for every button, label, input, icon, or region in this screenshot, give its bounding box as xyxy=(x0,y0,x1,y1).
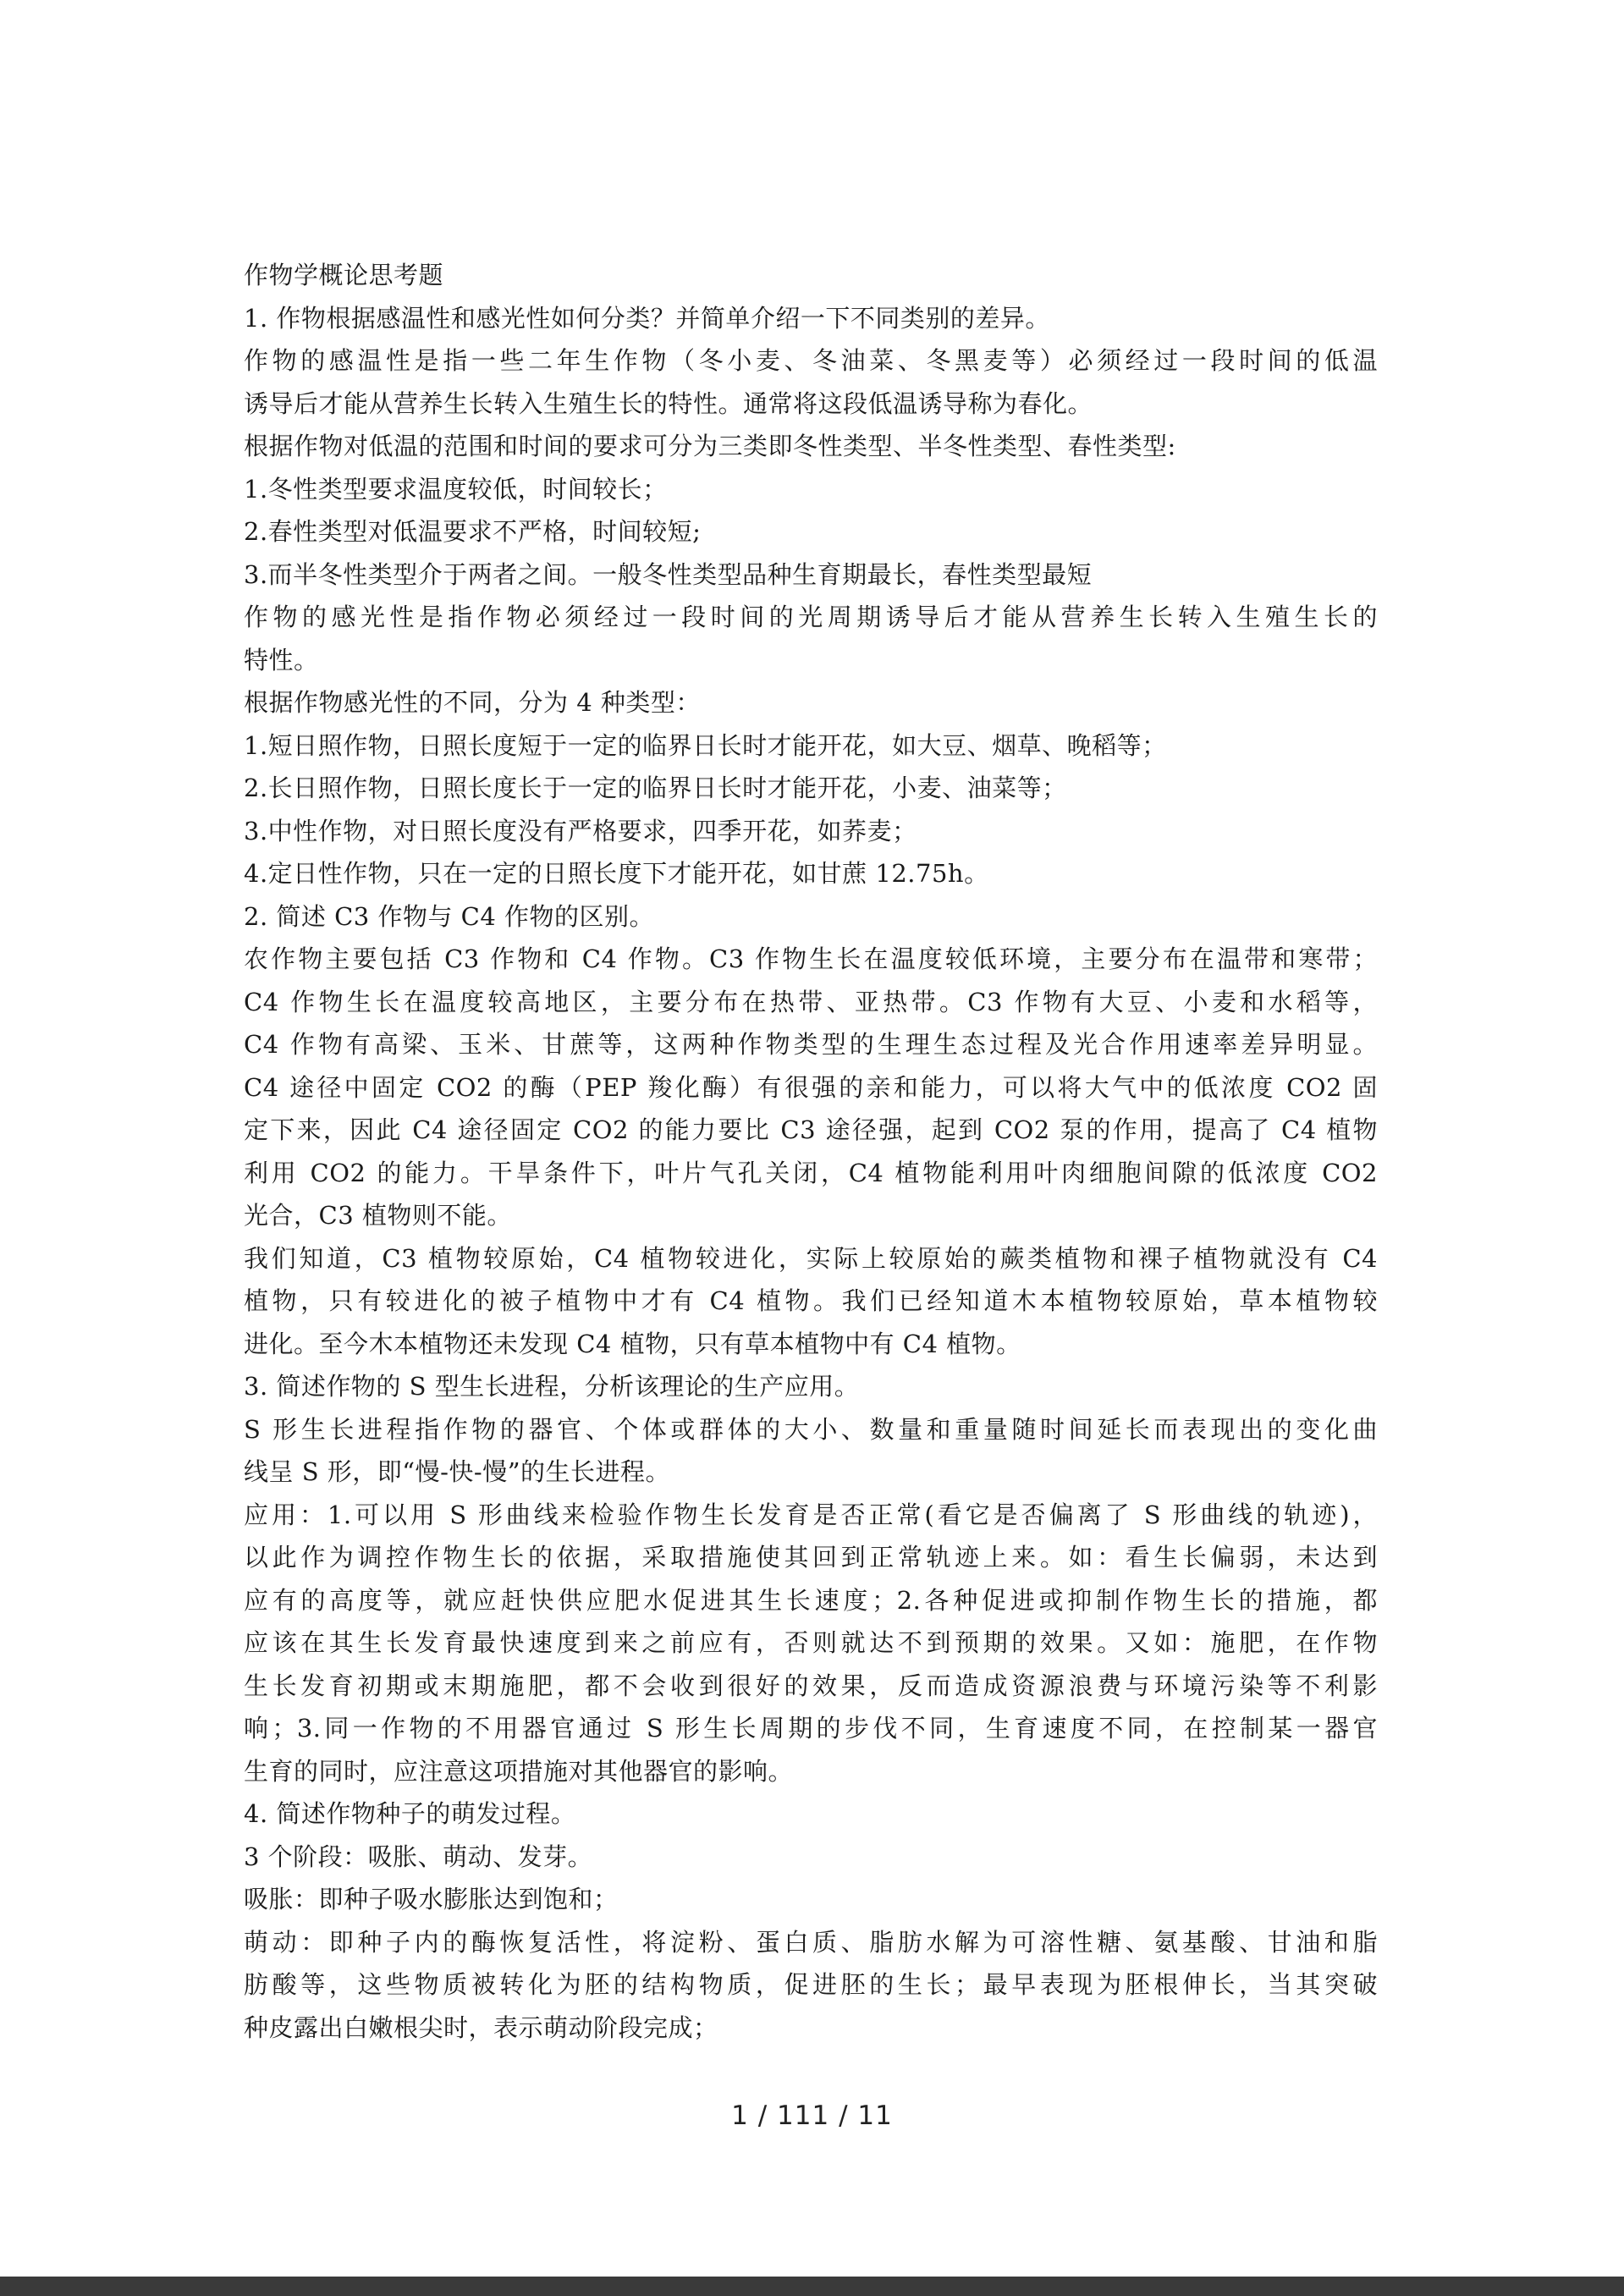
text-line: 生育的同时，应注意这项措施对其他器官的影响。 xyxy=(244,1756,794,1786)
text-line: 农作物主要包括 C3 作物和 C4 作物。C3 作物生长在温度较低环境，主要分布在温带和寒带； xyxy=(244,944,1378,973)
text-line: 2. 简述 C3 作物与 C4 作物的区别。 xyxy=(244,901,655,931)
text-line: 应有的高度等，就应赶快供应肥水促进其生长速度；2.各种促进或抑制作物生长的措施，都 xyxy=(244,1585,1378,1615)
text-line: C4 作物生长在温度较高地区，主要分布在热带、亚热带。C3 作物有大豆、小麦和水稻等， xyxy=(244,987,1378,1016)
text-line: 定下来，因此 C4 途径固定 CO2 的能力要比 C3 途径强，起到 CO2 泵的作用，提高了 C4 植物 xyxy=(244,1115,1378,1144)
text-line: 响；3.同一作物的不用器官通过 S 形生长周期的步伐不同，生育速度不同，在控制某一器官 xyxy=(244,1714,1378,1743)
text-line: 种皮露出白嫩根尖时，表示萌动阶段完成； xyxy=(244,2012,718,2042)
text-line: 作物的感光性是指作物必须经过一段时间的光周期诱导后才能从营养生长转入生殖生长的 xyxy=(244,603,1378,631)
text-line: C4 作物有高梁、玉米、甘蔗等，这两种作物类型的生理生态过程及光合作用速率差异明显。 xyxy=(244,1030,1378,1059)
text-line: 以此作为调控作物生长的依据，采取措施使其回到正常轨迹上来。如：看生长偏弱，未达到 xyxy=(244,1543,1378,1572)
text-line: 3.而半冬性类型介于两者之间。一般冬性类型品种生育期最长，春性类型最短 xyxy=(244,559,1093,589)
text-line: 我们知道，C3 植物较原始，C4 植物较进化，实际上较原始的蕨类植物和裸子植物就没有 C4 xyxy=(244,1243,1378,1273)
page-bottom-bar xyxy=(0,2277,1624,2296)
text-line: 利用 CO2 的能力。干旱条件下，叶片气孔关闭，C4 植物能利用叶肉细胞间隙的低浓度 CO2 xyxy=(244,1158,1378,1187)
text-line: 3 个阶段：吸胀、萌动、发芽。 xyxy=(244,1842,593,1871)
text-line: 萌动：即种子内的酶恢复活性，将淀粉、蛋白质、脂肪水解为可溶性糖、氨基酸、甘油和脂 xyxy=(244,1927,1378,1957)
text-line: 肪酸等，这些物质被转化为胚的结构物质，促进胚的生长；最早表现为胚根伸长，当其突破 xyxy=(244,1970,1378,1999)
text-line: 1. 作物根据感温性和感光性如何分类？并简单介绍一下不同类别的差异。 xyxy=(244,303,1050,333)
text-line: 光合，C3 植物则不能。 xyxy=(244,1201,512,1230)
text-line: 生长发育初期或末期施肥，都不会收到很好的效果，反而造成资源浪费与环境污染等不利影 xyxy=(244,1671,1378,1700)
text-line: 应该在其生长发育最快速度到来之前应有，否则就达不到预期的效果。又如：施肥，在作物 xyxy=(244,1628,1378,1657)
text-line: 根据作物感光性的不同，分为 4 种类型： xyxy=(244,688,701,717)
text-line: 4. 简述作物种子的萌发过程。 xyxy=(244,1799,576,1828)
text-line: 诱导后才能从营养生长转入生殖生长的特性。通常将这段低温诱导称为春化。 xyxy=(244,388,1093,418)
text-line: 1.短日照作物，日照长度短于一定的临界日长时才能开花，如大豆、烟草、晚稻等； xyxy=(244,730,1167,760)
page-number: 1 / 111 / 11 xyxy=(731,2101,893,2131)
text-line: 2.春性类型对低温要求不严格，时间较短; xyxy=(244,517,702,546)
text-line: 1.冬性类型要求温度较低，时间较长； xyxy=(244,474,668,504)
text-line: 根据作物对低温的范围和时间的要求可分为三类即冬性类型、半冬性类型、春性类型: xyxy=(244,432,1176,460)
text-line: C4 途径中固定 CO2 的酶（PEP 羧化酶）有很强的亲和能力，可以将大气中的低浓度 CO2 固 xyxy=(244,1072,1378,1102)
text-line: 植物，只有较进化的被子植物中才有 C4 植物。我们已经知道木本植物较原始，草本植物较 xyxy=(244,1286,1378,1315)
text-line: 应用：1.可以用 S 形曲线来检验作物生长发育是否正常(看它是否偏离了 S 形曲线的轨迹)， xyxy=(244,1500,1378,1529)
text-line: 4.定日性作物，只在一定的日照长度下才能开花，如甘蔗 12.75h。 xyxy=(244,859,989,888)
document-body xyxy=(244,254,1378,2049)
document-title: 作物学概论思考题 xyxy=(244,261,444,289)
text-line: 3. 简述作物的 S 型生长进程，分析该理论的生产应用。 xyxy=(244,1372,860,1401)
text-line: 线呈 S 形，即“慢-快-慢”的生长进程。 xyxy=(244,1457,671,1486)
text-line: 2.长日照作物，日照长度长于一定的临界日长时才能开花，小麦、油菜等； xyxy=(244,774,1067,802)
text-line: 吸胀：即种子吸水膨胀达到饱和； xyxy=(244,1885,619,1913)
text-line: 3.中性作物，对日照长度没有严格要求，四季开花，如荞麦； xyxy=(244,816,917,845)
text-line: S 形生长进程指作物的器官、个体或群体的大小、数量和重量随时间延长而表现出的变化曲 xyxy=(244,1414,1378,1444)
text-line: 特性。 xyxy=(244,645,319,674)
text-line: 进化。至今木本植物还未发现 C4 植物，只有草本植物中有 C4 植物。 xyxy=(244,1329,1021,1358)
text-line: 作物的感温性是指一些二年生作物（冬小麦、冬油菜、冬黑麦等）必须经过一段时间的低温 xyxy=(244,346,1378,375)
